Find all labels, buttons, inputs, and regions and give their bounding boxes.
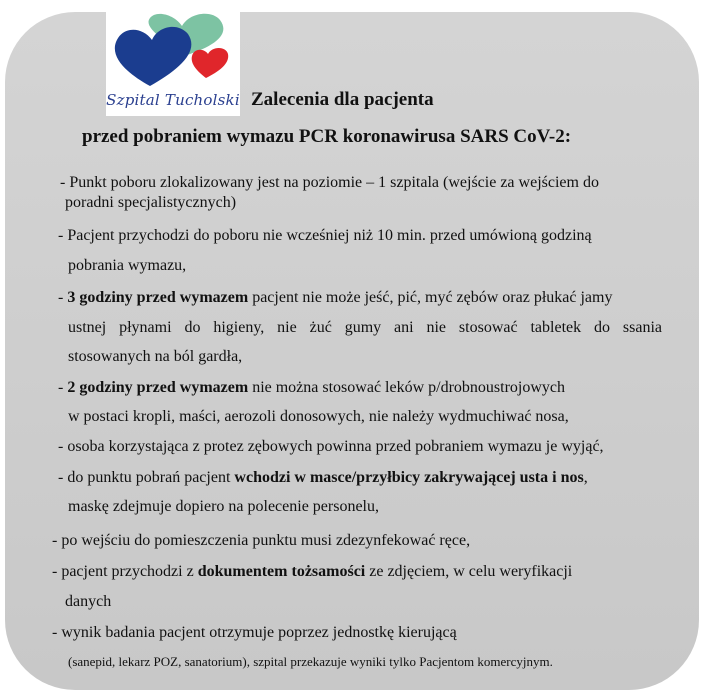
- item-2-line-2: pobrania wymazu,: [68, 257, 187, 274]
- item-8-bold: dokumentem tożsamości: [197, 563, 366, 580]
- item-6-line-2: maskę zdejmuje dopiero na polecenie personelu,: [68, 498, 379, 515]
- item-3-rest: pacjent nie może jeść, pić, myć zębów oraz płukać jamy: [248, 289, 613, 306]
- item-6-prefix: - do punktu pobrań pacjent: [58, 469, 235, 486]
- item-8-rest: ze zdjęciem, w celu weryfikacji: [365, 563, 573, 580]
- logo-text: Szpital Tucholski: [106, 91, 240, 109]
- title-line-2: przed pobraniem wymazu PCR koronawirusa SARS CoV-2:: [82, 126, 572, 147]
- item-4-bold: 2 godziny przed wymazem: [67, 379, 249, 396]
- item-8-line-1: [52, 562, 572, 582]
- item-3-line-2: ustnej płynami do higieny, nie żuć gumy ani nie stosować tabletek do ssania: [68, 319, 662, 336]
- item-9-line-2: (sanepid, lekarz POZ, sanatorium), szpital przekazuje wyniki tylko Pacjentom komercyjnym.: [68, 654, 553, 669]
- item-9-line-1: - wynik badania pacjent otrzymuje poprzez jednostkę kierującą: [52, 624, 457, 641]
- item-3-bold: 3 godziny przed wymazem: [67, 289, 249, 306]
- item-3-prefix: -: [58, 289, 68, 306]
- red-heart-icon: [192, 48, 229, 78]
- item-1-line-2: poradni specjalistycznych): [65, 194, 237, 211]
- item-3-line-3: stosowanych na ból gardła,: [68, 348, 243, 365]
- item-6-bold: wchodzi w masce/przyłbicy zakrywającej usta i nos: [234, 469, 584, 486]
- item-3-line-1: [58, 288, 612, 308]
- blue-heart-icon: [115, 27, 192, 86]
- item-4-prefix: -: [58, 379, 68, 396]
- item-6-line-1: [58, 468, 588, 488]
- item-4-rest: nie można stosować leków p/drobnoustrojowych: [248, 379, 566, 396]
- item-6-rest: ,: [583, 469, 588, 486]
- item-8-prefix: - pacjent przychodzi z: [52, 563, 198, 580]
- item-7-line-1: - po wejściu do pomieszczenia punktu musi zdezynfekować ręce,: [52, 532, 471, 549]
- item-4-line-1: [58, 378, 565, 398]
- item-4-line-2: w postaci kropli, maści, aerozoli donosowych, nie należy wydmuchiwać nosa,: [68, 408, 569, 425]
- item-5-line-1: - osoba korzystająca z protez zębowych powinna przed pobraniem wymazu je wyjąć,: [58, 438, 604, 455]
- hospital-logo: [106, 12, 240, 116]
- item-2-line-1: - Pacjent przychodzi do poboru nie wcześniej niż 10 min. przed umówioną godziną: [58, 227, 592, 244]
- item-8-line-2: danych: [65, 593, 112, 610]
- title-line-1: Zalecenia dla pacjenta: [251, 89, 434, 110]
- item-1-line-1: - Punkt poboru zlokalizowany jest na poziomie – 1 szpitala (wejście za wejściem do: [60, 174, 599, 191]
